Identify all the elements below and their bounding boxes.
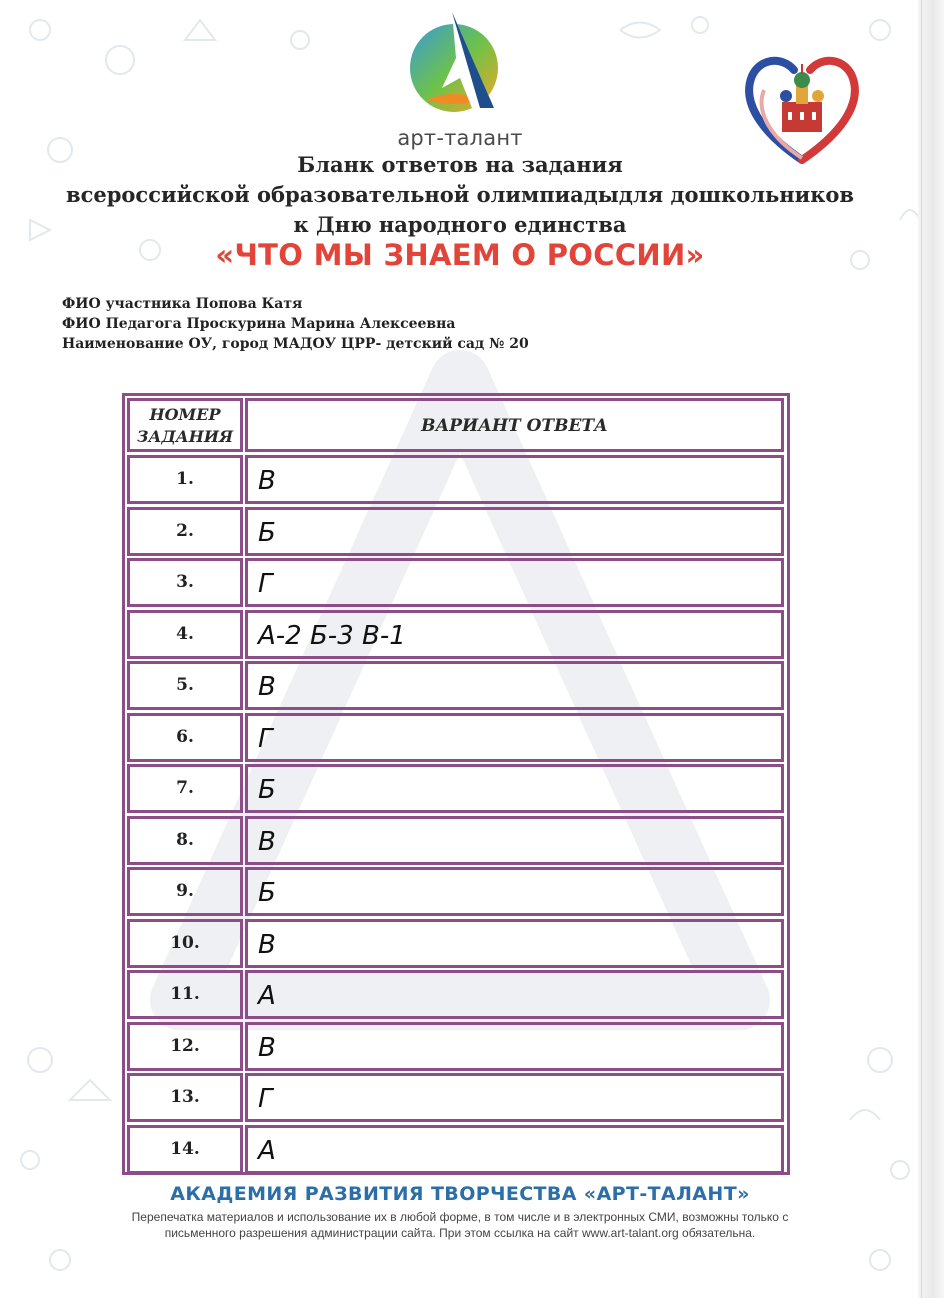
task-number-cell <box>127 970 243 1019</box>
answer-cell <box>245 507 784 556</box>
footer-note-line1: Перепечатка материалов и использование их в любой форме, в том числе и в электронных СМИ, возможны только с <box>131 1210 789 1224</box>
task-number: 4. <box>176 624 194 644</box>
handwritten-answer: В <box>258 1033 276 1063</box>
task-number-cell <box>127 455 243 504</box>
answer-cell <box>245 1022 784 1071</box>
answer-cell <box>245 1073 784 1122</box>
task-number: 9. <box>176 881 194 901</box>
task-number: 10. <box>170 933 200 953</box>
task-number: 13. <box>170 1087 200 1107</box>
handwritten-answer: А <box>258 981 276 1011</box>
olympiad-name: «ЧТО МЫ ЗНАЕМ О РОССИИ» <box>215 238 705 272</box>
answer-cell <box>245 816 784 865</box>
teacher-name: ФИО Педагога Проскурина Марина Алексеевна <box>62 316 456 332</box>
footer-title: АКАДЕМИЯ РАЗВИТИЯ ТВОРЧЕСТВА «АРТ-ТАЛАНТ» <box>170 1183 750 1205</box>
task-number-cell <box>127 816 243 865</box>
handwritten-answer: А <box>258 1136 276 1166</box>
answer-cell <box>245 919 784 968</box>
handwritten-answer: В <box>258 930 276 960</box>
scan-fold-line <box>921 0 922 1298</box>
task-number-cell <box>127 764 243 813</box>
handwritten-answer: Б <box>258 775 276 805</box>
task-number-cell <box>127 1073 243 1122</box>
task-number-cell <box>127 1125 243 1174</box>
answer-cell <box>245 558 784 607</box>
task-number: 7. <box>176 778 194 798</box>
sheet-title-line3: к Дню народного единства <box>293 212 627 237</box>
handwritten-answer: Г <box>258 1084 273 1114</box>
header-answer-label: ВАРИАНТ ОТВЕТА <box>421 416 608 436</box>
sheet-title-line1: Бланк ответов на задания <box>297 152 623 177</box>
task-number-cell <box>127 1022 243 1071</box>
task-number: 1. <box>176 469 194 489</box>
logo-text: арт-талант <box>397 126 523 150</box>
task-number: 5. <box>176 675 194 695</box>
task-number: 8. <box>176 830 194 850</box>
task-number-cell <box>127 610 243 659</box>
handwritten-answer: Г <box>258 724 273 754</box>
handwritten-answer: Г <box>258 569 273 599</box>
task-number-cell <box>127 558 243 607</box>
answer-cell <box>245 867 784 916</box>
handwritten-answer: В <box>258 672 276 702</box>
task-number: 6. <box>176 727 194 747</box>
task-number: 2. <box>176 521 194 541</box>
footer-note-line2: письменного разрешения администрации сайта. При этом ссылка на сайт www.art-talant.org обязательна. <box>164 1226 756 1240</box>
handwritten-answer: В <box>258 466 276 496</box>
task-number-cell <box>127 661 243 710</box>
header-num-label-line2: ЗАДАНИЯ <box>136 427 234 446</box>
header-num-label-line1: НОМЕР <box>149 405 221 424</box>
task-number: 14. <box>170 1139 200 1159</box>
handwritten-answer: В <box>258 827 276 857</box>
task-number-cell <box>127 507 243 556</box>
task-number: 3. <box>176 572 194 592</box>
task-number-cell <box>127 919 243 968</box>
task-number-cell <box>127 713 243 762</box>
handwritten-answer: А-2 Б-3 В-1 <box>258 621 406 651</box>
participant-name: ФИО участника Попова Катя <box>62 296 303 312</box>
task-number-cell <box>127 867 243 916</box>
answer-cell <box>245 1125 784 1174</box>
header-answer-cell <box>245 398 784 452</box>
task-number: 11. <box>170 984 200 1004</box>
sheet-title-line2: всероссийской образовательной олимпиадыдля дошкольников <box>66 182 854 207</box>
header-num-cell <box>127 398 243 452</box>
handwritten-answer: Б <box>258 878 276 908</box>
handwritten-answer: Б <box>258 518 276 548</box>
answer-cell <box>245 661 784 710</box>
kremlin-heart-emblem-icon <box>738 40 866 168</box>
task-number: 12. <box>170 1036 200 1056</box>
answer-cell <box>245 764 784 813</box>
answer-cell <box>245 970 784 1019</box>
answer-cell <box>245 610 784 659</box>
answer-cell <box>245 713 784 762</box>
institution-name: Наименование ОУ, город МАДОУ ЦРР- детский сад № 20 <box>62 336 529 352</box>
answer-cell <box>245 455 784 504</box>
art-talant-logo-icon <box>406 8 510 116</box>
